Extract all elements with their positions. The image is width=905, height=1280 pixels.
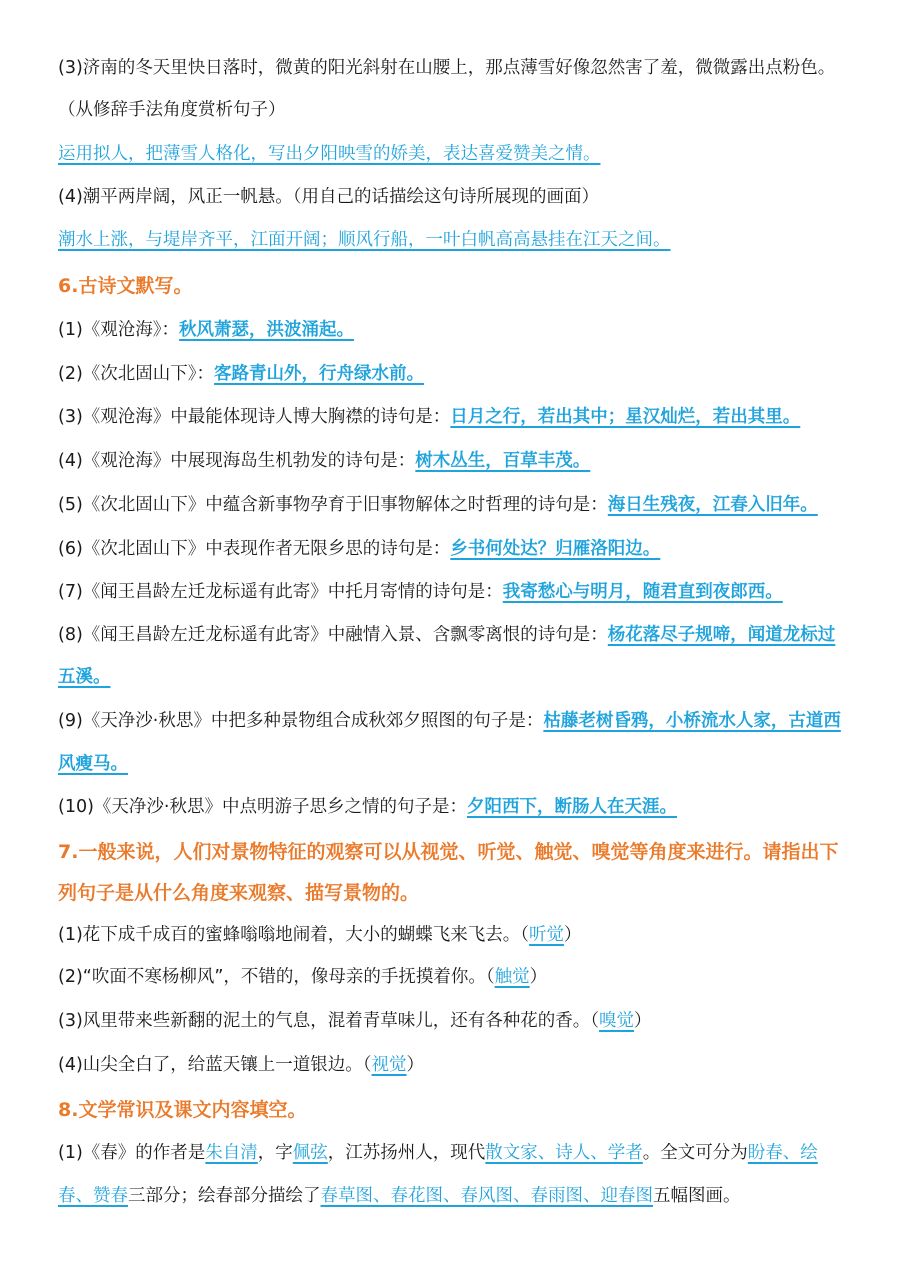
q7-item-3-prompt: (3)风里带来些新翻的泥土的气息，混着青草味儿，还有各种花的香。（ (58, 1011, 600, 1031)
q6-item-10-answer: 夕阳西下，断肠人在天涯。 (466, 797, 677, 817)
q8-item-1-text: 。全文可分为 (642, 1143, 748, 1163)
q6-item-1 (58, 318, 865, 342)
q5-item4-prompt: (4)潮平两岸阔，风正一帆悬。（用自己的话描绘这句诗所展现的画面） (58, 187, 600, 207)
q7-item-2-close: ） (529, 967, 548, 987)
q5-item4-answer: 潮水上涨，与堤岸齐平，江面开阔；顺风行船，一叶白帆高高悬挂在江天之间。 (58, 230, 671, 250)
q6-item-5-prompt: (5)《次北固山下》中蕴含新事物孕育于旧事物解体之时哲理的诗句是： (58, 495, 608, 515)
q6-item-1-prompt: (1)《观沧海》： (58, 320, 180, 340)
q7-item-2-answer: 触觉 (494, 967, 530, 987)
q8-heading: 8.文学常识及课文内容填空。 (58, 1099, 307, 1121)
q8-item-1-answer-courtesy-name: 佩弦 (292, 1143, 328, 1163)
q6-item-6-prompt: (6)《次北固山下》中表现作者无限乡思的诗句是： (58, 539, 451, 559)
q7-item-3-close: ） (634, 1011, 652, 1031)
q5-item4-answer-line (58, 228, 865, 252)
q8-item-1-text: ，字 (257, 1143, 293, 1163)
q6-item-7 (58, 580, 865, 604)
q5-item3-hint: （从修辞手法角度赏析句子） (58, 100, 286, 120)
q7-item-4-close: ） (406, 1055, 425, 1075)
q8-item-1-answer-parts-cont: 春、赞春 (58, 1186, 128, 1206)
q6-item-6 (58, 537, 865, 561)
q6-item-1-answer: 秋风萧瑟，洪波涌起。 (179, 320, 355, 340)
q7-item-1-prompt: (1)花下成千成百的蜜蜂嗡嗡地闹着，大小的蝴蝶飞来飞去。（ (58, 925, 530, 945)
q6-item-3-answer: 日月之行，若出其中；星汉灿烂，若出其里。 (450, 407, 801, 427)
q6-item-8-prompt: (8)《闻王昌龄左迁龙标遥有此寄》中融情入景、含飘零离恨的诗句是： (58, 625, 608, 645)
q6-item-2-prompt: (2)《次北固山下》： (58, 364, 215, 384)
q7-heading-line1: 7.一般来说，人们对景物特征的观察可以从视觉、听觉、触觉、嗅觉等角度来进行。请指出下 (58, 841, 839, 863)
q8-item-1-text: 五幅图画。 (653, 1186, 741, 1206)
q7-item-3-answer: 嗅觉 (599, 1011, 635, 1031)
q6-item-7-answer: 我寄愁心与明月，随君直到夜郎西。 (502, 582, 783, 602)
q6-item-9-prompt: (9)《天净沙·秋思》中把多种景物组合成秋郊夕照图的句子是： (58, 711, 544, 731)
q6-item-2 (58, 362, 865, 386)
q7-item-3 (58, 1009, 865, 1033)
q5-item3-answer-line (58, 142, 865, 166)
q6-item-5 (58, 493, 865, 517)
q7-item-4-prompt: (4)山尖全白了，给蓝天镶上一道银边。（ (58, 1055, 372, 1075)
q8-item-1-text: (1)《春》的作者是 (58, 1143, 206, 1163)
q6-item-4 (58, 449, 865, 473)
q6-item-3-prompt: (3)《观沧海》中最能体现诗人博大胸襟的诗句是： (58, 407, 451, 427)
q8-item-1-answer-author: 朱自清 (205, 1143, 258, 1163)
q6-item-4-answer: 树木丛生，百草丰茂。 (415, 451, 591, 471)
q5-item3-answer: 运用拟人，把薄雪人格化，写出夕阳映雪的娇美，表达喜爱赞美之情。 (58, 144, 601, 164)
q7-item-4 (58, 1053, 865, 1077)
q6-item-8-answer: 杨花落尽子规啼，闻道龙标过 (607, 625, 836, 645)
q8-item-1-text: 三部分；绘春部分描绘了 (128, 1186, 321, 1206)
q8-item-1-answer-identity: 散文家、诗人、学者 (485, 1143, 643, 1163)
q6-item-9-answer: 枯藤老树昏鸦，小桥流水人家，古道西 (543, 711, 841, 731)
q6-item-2-answer: 客路青山外，行舟绿水前。 (214, 364, 425, 384)
q5-item3-prompt: (3)济南的冬天里快日落时，微黄的阳光斜射在山腰上，那点薄雪好像忽然害了羞，微微露出点粉色。 (58, 58, 836, 78)
q7-heading-line2: 列句子是从什么角度来观察、描写景物的。 (58, 882, 420, 904)
q6-item-8 (58, 623, 865, 647)
q7-item-1-close: ） (564, 925, 582, 945)
q6-item-8-continued (58, 665, 865, 689)
q6-item-7-prompt: (7)《闻王昌龄左迁龙标遥有此寄》中托月寄情的诗句是： (58, 582, 503, 602)
q7-item-2-prompt: (2)“吹面不寒杨柳风”，不错的，像母亲的手抚摸着你。（ (58, 967, 495, 987)
q6-item-3 (58, 405, 865, 429)
q6-item-6-answer: 乡书何处达？归雁洛阳边。 (450, 539, 661, 559)
q6-item-5-answer: 海日生残夜，江春入旧年。 (607, 495, 818, 515)
q6-item-9-answer-cont: 风瘦马。 (58, 754, 128, 774)
q6-item-4-prompt: (4)《观沧海》中展现海岛生机勃发的诗句是： (58, 451, 416, 471)
q8-item-1-answer-parts: 盼春、绘 (747, 1143, 818, 1163)
q6-item-10 (58, 795, 865, 819)
q8-item-1-answer-pictures: 春草图、春花图、春风图、春雨图、迎春图 (320, 1186, 653, 1206)
q6-item-8-answer-cont: 五溪。 (58, 667, 111, 687)
q8-item-1-text: ，江苏扬州人，现代 (327, 1143, 486, 1163)
q7-item-4-answer: 视觉 (371, 1055, 407, 1075)
q7-item-1 (58, 923, 865, 947)
q6-item-10-prompt: (10)《天净沙·秋思》中点明游子思乡之情的句子是： (58, 797, 467, 817)
q8-item-1-line1 (58, 1141, 865, 1165)
q6-item-9-continued (58, 752, 865, 776)
q7-item-2 (58, 965, 865, 989)
q8-item-1-line2 (58, 1184, 865, 1208)
q7-item-1-answer: 听觉 (529, 925, 565, 945)
q6-item-9 (58, 709, 865, 733)
q6-heading: 6.古诗文默写。 (58, 275, 193, 297)
